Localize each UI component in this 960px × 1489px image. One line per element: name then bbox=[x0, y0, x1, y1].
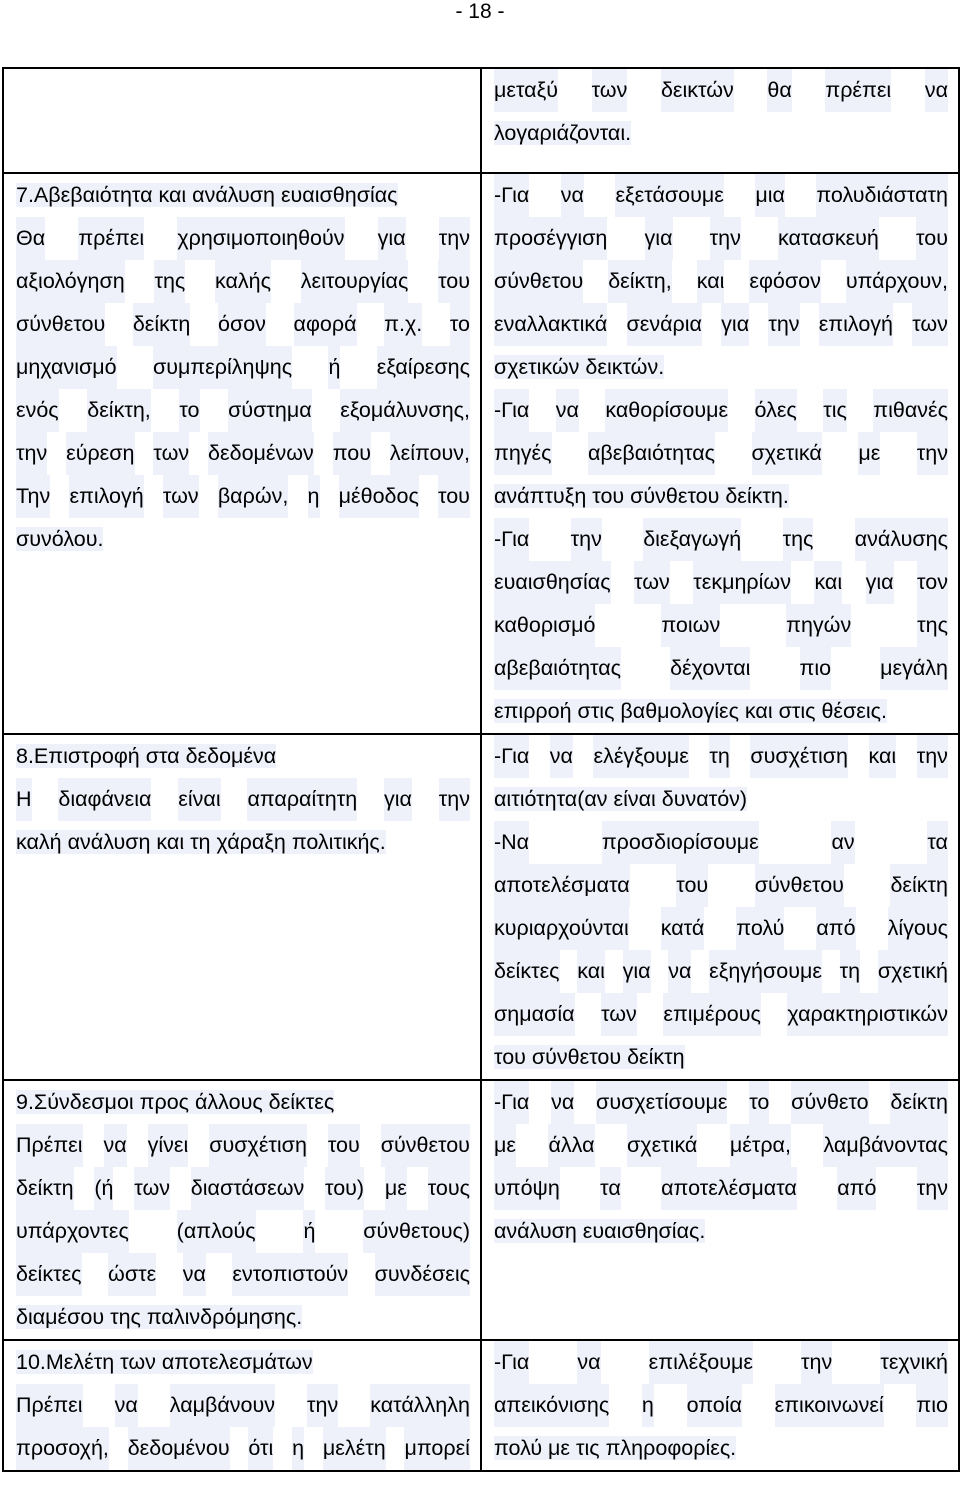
text-line bbox=[494, 821, 948, 864]
word: των bbox=[592, 69, 628, 112]
line-text: του σύνθετου δείκτη bbox=[494, 1045, 685, 1069]
text-line bbox=[16, 475, 470, 518]
word: τεχνική bbox=[880, 1341, 948, 1384]
text-line bbox=[494, 217, 948, 260]
word: το bbox=[179, 389, 199, 432]
text-line bbox=[494, 1081, 948, 1124]
word: άλλα bbox=[548, 1124, 594, 1167]
word: καθορισμό bbox=[494, 604, 595, 647]
word: πολυδιάστατη bbox=[816, 174, 948, 217]
word: σημασία bbox=[494, 993, 575, 1036]
word: προσέγγιση bbox=[494, 217, 607, 260]
word: χαρακτηριστικών bbox=[787, 993, 948, 1036]
word: εφόσον bbox=[749, 260, 820, 303]
word: απεικόνισης bbox=[494, 1384, 609, 1427]
text-line bbox=[494, 389, 948, 432]
word: συσχέτιση bbox=[750, 735, 848, 778]
word: εξηγήσουμε bbox=[709, 950, 822, 993]
text-line bbox=[16, 735, 470, 778]
word: δείκτη, bbox=[608, 260, 672, 303]
text-line bbox=[494, 475, 948, 518]
word: την bbox=[439, 778, 470, 821]
word: εναλλακτικά bbox=[494, 303, 607, 346]
line-text: συνόλου. bbox=[16, 527, 104, 551]
cell-right-0 bbox=[481, 68, 959, 173]
word: σύνθετο bbox=[791, 1081, 868, 1124]
word: πηγών bbox=[786, 604, 851, 647]
cell-left-1 bbox=[3, 173, 481, 734]
word: την bbox=[917, 432, 948, 475]
page-number: - 18 - bbox=[455, 0, 505, 23]
text-line bbox=[494, 604, 948, 647]
line-text: διαμέσου της παλινδρόμησης. bbox=[16, 1305, 303, 1329]
word: θα bbox=[767, 69, 791, 112]
word: και bbox=[814, 561, 842, 604]
word: εύρεση bbox=[66, 432, 134, 475]
word: διεξαγωγή bbox=[643, 518, 741, 561]
table-row bbox=[3, 68, 959, 173]
word: να bbox=[183, 1253, 206, 1296]
word: των bbox=[163, 475, 199, 518]
word: ενός bbox=[16, 389, 59, 432]
text-line bbox=[494, 174, 948, 217]
text-line bbox=[16, 778, 470, 821]
word: τους bbox=[428, 1167, 470, 1210]
word: αβεβαιότητας bbox=[588, 432, 715, 475]
text-line bbox=[16, 1341, 470, 1384]
word: με bbox=[494, 1124, 516, 1167]
word: των bbox=[634, 561, 670, 604]
word: από bbox=[837, 1167, 876, 1210]
word: με bbox=[385, 1167, 407, 1210]
word: αν bbox=[831, 821, 854, 864]
word: τη bbox=[840, 950, 860, 993]
text-line bbox=[16, 260, 470, 303]
word: Πρέπει bbox=[16, 1124, 83, 1167]
word: και bbox=[697, 260, 725, 303]
word: λαμβάνουν bbox=[170, 1384, 275, 1427]
table-row bbox=[3, 1340, 959, 1471]
word: να bbox=[577, 1341, 600, 1384]
text-line bbox=[16, 303, 470, 346]
word: εντοπιστούν bbox=[232, 1253, 348, 1296]
text-line bbox=[494, 112, 948, 155]
word: προσδιορίσουμε bbox=[602, 821, 759, 864]
cell-left-4 bbox=[3, 1340, 481, 1471]
text-line bbox=[494, 950, 948, 993]
word: αβεβαιότητας bbox=[494, 647, 621, 690]
word: και bbox=[869, 735, 897, 778]
word: ευαισθησίας bbox=[494, 561, 611, 604]
word: αξιολόγηση bbox=[16, 260, 125, 303]
text-line bbox=[16, 432, 470, 475]
text-line bbox=[16, 217, 470, 260]
word: πιο bbox=[916, 1384, 948, 1427]
line-text: 9.Σύνδεσμοι προς άλλους δείκτες bbox=[16, 1090, 335, 1114]
line-text: αιτιότητα(αν είναι δυνατόν) bbox=[494, 787, 748, 811]
word: σχετικά bbox=[752, 432, 822, 475]
text-line bbox=[494, 993, 948, 1036]
word: βαρών, bbox=[218, 475, 289, 518]
word: πιθανές bbox=[873, 389, 948, 432]
word: επικοινωνεί bbox=[775, 1384, 884, 1427]
word: επιλογή bbox=[819, 303, 893, 346]
word: ελέγξουμε bbox=[593, 735, 688, 778]
word: να bbox=[556, 389, 579, 432]
word: μεγάλη bbox=[880, 647, 948, 690]
word: την bbox=[801, 1341, 832, 1384]
word: να bbox=[925, 69, 948, 112]
word: και bbox=[577, 950, 605, 993]
text-line bbox=[16, 518, 470, 561]
word: για bbox=[721, 303, 749, 346]
word: Πρέπει bbox=[16, 1384, 83, 1427]
line-text: ανάλυση ευαισθησίας. bbox=[494, 1219, 706, 1243]
word: τη bbox=[709, 735, 729, 778]
line-text: 7.Αβεβαιότητα και ανάλυση ευαισθησίας bbox=[16, 183, 398, 207]
text-line bbox=[16, 1081, 470, 1124]
text-line bbox=[494, 907, 948, 950]
word: δεδομένου bbox=[128, 1427, 230, 1470]
word: οποία bbox=[687, 1384, 742, 1427]
line-text: 10.Μελέτη των αποτελεσμάτων bbox=[16, 1350, 313, 1374]
word: εξομάλυνσης, bbox=[340, 389, 470, 432]
word: την bbox=[917, 735, 948, 778]
word: υπάρχουν, bbox=[846, 260, 948, 303]
word: μελέτη bbox=[323, 1427, 386, 1470]
word: -Για bbox=[494, 735, 529, 778]
word: που bbox=[333, 432, 371, 475]
text-line bbox=[16, 1210, 470, 1253]
word: η bbox=[308, 475, 320, 518]
word: της bbox=[154, 260, 185, 303]
word: λειτουργίας bbox=[301, 260, 409, 303]
text-line bbox=[494, 1036, 948, 1079]
line-text: λογαριάζονται. bbox=[494, 121, 632, 145]
word: καθορίσουμε bbox=[605, 389, 728, 432]
text-line bbox=[16, 174, 470, 217]
word: χρησιμοποιηθούν bbox=[177, 217, 344, 260]
word: ή bbox=[303, 1210, 315, 1253]
text-line bbox=[494, 778, 948, 821]
text-line bbox=[16, 821, 470, 864]
word: σύνθετου bbox=[494, 260, 583, 303]
word: τα bbox=[600, 1167, 621, 1210]
text-line bbox=[494, 69, 948, 112]
word: -Να bbox=[494, 821, 529, 864]
word: συσχέτιση bbox=[209, 1124, 307, 1167]
cell-right-4 bbox=[481, 1340, 959, 1471]
text-line bbox=[494, 561, 948, 604]
text-line bbox=[16, 1427, 470, 1470]
word: δείκτη bbox=[890, 864, 948, 907]
word: μια bbox=[755, 174, 785, 217]
word: διαστάσεων bbox=[191, 1167, 304, 1210]
word: π.χ. bbox=[384, 303, 422, 346]
criteria-table bbox=[2, 67, 960, 1472]
word: από bbox=[816, 907, 855, 950]
word: απαραίτητη bbox=[247, 778, 357, 821]
word: ποιων bbox=[661, 604, 720, 647]
cell-right-3 bbox=[481, 1080, 959, 1340]
word: για bbox=[645, 217, 673, 260]
word: -Για bbox=[494, 1341, 529, 1384]
word: την bbox=[439, 217, 470, 260]
word: Θα bbox=[16, 217, 45, 260]
word: σύνθετου bbox=[16, 303, 105, 346]
word: -Για bbox=[494, 389, 529, 432]
text-line bbox=[494, 1167, 948, 1210]
text-line bbox=[16, 1296, 470, 1339]
word: σενάρια bbox=[627, 303, 702, 346]
word: προσοχή, bbox=[16, 1427, 109, 1470]
word: επιλέξουμε bbox=[649, 1341, 753, 1384]
text-line bbox=[16, 389, 470, 432]
word: είναι bbox=[178, 778, 220, 821]
word: αποτελέσματα bbox=[661, 1167, 797, 1210]
word: δείκτη bbox=[16, 1167, 74, 1210]
text-line bbox=[16, 1167, 470, 1210]
text-line bbox=[494, 303, 948, 346]
word: σχετικά bbox=[627, 1124, 697, 1167]
word: την bbox=[710, 217, 741, 260]
word: να bbox=[115, 1384, 138, 1427]
text-line bbox=[16, 1124, 470, 1167]
word: κυριαρχούνται bbox=[494, 907, 629, 950]
word: πρέπει bbox=[825, 69, 891, 112]
word: ότι bbox=[248, 1427, 273, 1470]
cell-left-2 bbox=[3, 734, 481, 1080]
word: κατασκευή bbox=[778, 217, 879, 260]
word: τον bbox=[917, 561, 948, 604]
word: πηγές bbox=[494, 432, 552, 475]
word: της bbox=[917, 604, 948, 647]
word: κατά bbox=[661, 907, 705, 950]
word: δείκτη bbox=[890, 1081, 948, 1124]
word: το bbox=[749, 1081, 769, 1124]
word: να bbox=[668, 950, 691, 993]
text-line bbox=[494, 647, 948, 690]
word: επιμέρους bbox=[663, 993, 760, 1036]
text-line bbox=[494, 690, 948, 733]
word: των bbox=[601, 993, 637, 1036]
word: των bbox=[153, 432, 189, 475]
word: την bbox=[307, 1384, 338, 1427]
word: με bbox=[858, 432, 880, 475]
word: λείπουν, bbox=[390, 432, 470, 475]
word: (απλούς bbox=[177, 1210, 256, 1253]
word: των bbox=[134, 1167, 170, 1210]
word: να bbox=[104, 1124, 127, 1167]
word: πιο bbox=[800, 647, 832, 690]
word: του) bbox=[325, 1167, 364, 1210]
text-line bbox=[494, 864, 948, 907]
word: για bbox=[623, 950, 651, 993]
word: ή bbox=[328, 346, 340, 389]
text-line bbox=[494, 432, 948, 475]
word: μέθοδος bbox=[339, 475, 419, 518]
word: να bbox=[561, 174, 584, 217]
text-line bbox=[494, 260, 948, 303]
word: η bbox=[642, 1384, 654, 1427]
text-line bbox=[16, 1253, 470, 1296]
word: του bbox=[676, 864, 708, 907]
word: του bbox=[438, 260, 470, 303]
cell-left-3 bbox=[3, 1080, 481, 1340]
word: των bbox=[912, 303, 948, 346]
text-line bbox=[494, 1341, 948, 1384]
word: λαμβάνοντας bbox=[823, 1124, 947, 1167]
word: να bbox=[551, 1081, 574, 1124]
word: μεταξύ bbox=[494, 69, 558, 112]
text-line bbox=[494, 735, 948, 778]
word: του bbox=[438, 475, 470, 518]
table-row bbox=[3, 173, 959, 734]
word: δεικτών bbox=[661, 69, 734, 112]
cell-right-1 bbox=[481, 173, 959, 734]
word: αποτελέσματα bbox=[494, 864, 630, 907]
word: εξετάσουμε bbox=[615, 174, 723, 217]
word: -Για bbox=[494, 1081, 529, 1124]
word: συμπερίληψης bbox=[153, 346, 292, 389]
word: σύστημα bbox=[228, 389, 312, 432]
text-line bbox=[494, 1384, 948, 1427]
word: να bbox=[550, 735, 573, 778]
word: καλής bbox=[215, 260, 271, 303]
line-text: καλή ανάλυση και τη χάραξη πολιτικής. bbox=[16, 830, 386, 854]
word: συνδέσεις bbox=[375, 1253, 470, 1296]
word: διαφάνεια bbox=[58, 778, 151, 821]
line-text: σχετικών δεικτών. bbox=[494, 355, 665, 379]
word: ανάλυσης bbox=[855, 518, 948, 561]
word: μηχανισμό bbox=[16, 346, 117, 389]
word: τα bbox=[927, 821, 948, 864]
word: υπόψη bbox=[494, 1167, 560, 1210]
text-line bbox=[494, 1427, 948, 1470]
text-line bbox=[494, 346, 948, 389]
word: η bbox=[292, 1427, 304, 1470]
word: δείκτες bbox=[16, 1253, 82, 1296]
table-row bbox=[3, 1080, 959, 1340]
word: της bbox=[783, 518, 814, 561]
line-text: ανάπτυξη του σύνθετου δείκτη. bbox=[494, 484, 789, 508]
word: την bbox=[16, 432, 47, 475]
word: σύνθετου bbox=[381, 1124, 470, 1167]
text-line bbox=[494, 1124, 948, 1167]
word: του bbox=[328, 1124, 360, 1167]
word: αφορά bbox=[294, 303, 357, 346]
table-row bbox=[3, 734, 959, 1080]
word: για bbox=[384, 778, 412, 821]
word: Την bbox=[16, 475, 50, 518]
word: την bbox=[917, 1167, 948, 1210]
word: την bbox=[768, 303, 799, 346]
text-line bbox=[16, 1384, 470, 1427]
cell-right-2 bbox=[481, 734, 959, 1080]
word: μπορεί bbox=[404, 1427, 469, 1470]
text-line bbox=[16, 346, 470, 389]
word: σύνθετου bbox=[755, 864, 844, 907]
text-line bbox=[494, 518, 948, 561]
line-text: 8.Επιστροφή στα δεδομένα bbox=[16, 744, 277, 768]
word: την bbox=[571, 518, 602, 561]
word: κατάλληλη bbox=[370, 1384, 470, 1427]
line-text: πολύ με τις πληροφορίες. bbox=[494, 1436, 737, 1460]
cell-left-0 bbox=[3, 68, 481, 173]
line-text: επιρροή στις βαθμολογίες και στις θέσεις. bbox=[494, 699, 887, 723]
word: -Για bbox=[494, 174, 529, 217]
word: μέτρα, bbox=[730, 1124, 791, 1167]
word: πολύ bbox=[736, 907, 784, 950]
word: (ή bbox=[94, 1167, 113, 1210]
word: συσχετίσουμε bbox=[596, 1081, 727, 1124]
word: -Για bbox=[494, 518, 529, 561]
word: πρέπει bbox=[78, 217, 144, 260]
word: λίγους bbox=[888, 907, 948, 950]
word: επιλογή bbox=[69, 475, 143, 518]
word: ώστε bbox=[108, 1253, 156, 1296]
word: δείκτη, bbox=[87, 389, 151, 432]
word: όλες bbox=[755, 389, 797, 432]
word: δεδομένων bbox=[208, 432, 314, 475]
word: σχετική bbox=[878, 950, 948, 993]
word: τις bbox=[823, 389, 847, 432]
word: το bbox=[450, 303, 470, 346]
word: όσον bbox=[218, 303, 266, 346]
text-line bbox=[494, 1210, 948, 1253]
word: υπάρχοντες bbox=[16, 1210, 129, 1253]
word: σύνθετους) bbox=[363, 1210, 470, 1253]
word: δείκτη bbox=[133, 303, 191, 346]
word: εξαίρεσης bbox=[377, 346, 470, 389]
word: τεκμηρίων bbox=[693, 561, 791, 604]
word: του bbox=[916, 217, 948, 260]
word: Η bbox=[16, 778, 32, 821]
word: για bbox=[866, 561, 894, 604]
word: για bbox=[378, 217, 406, 260]
word: δέχονται bbox=[670, 647, 750, 690]
word: γίνει bbox=[148, 1124, 189, 1167]
word: δείκτες bbox=[494, 950, 560, 993]
